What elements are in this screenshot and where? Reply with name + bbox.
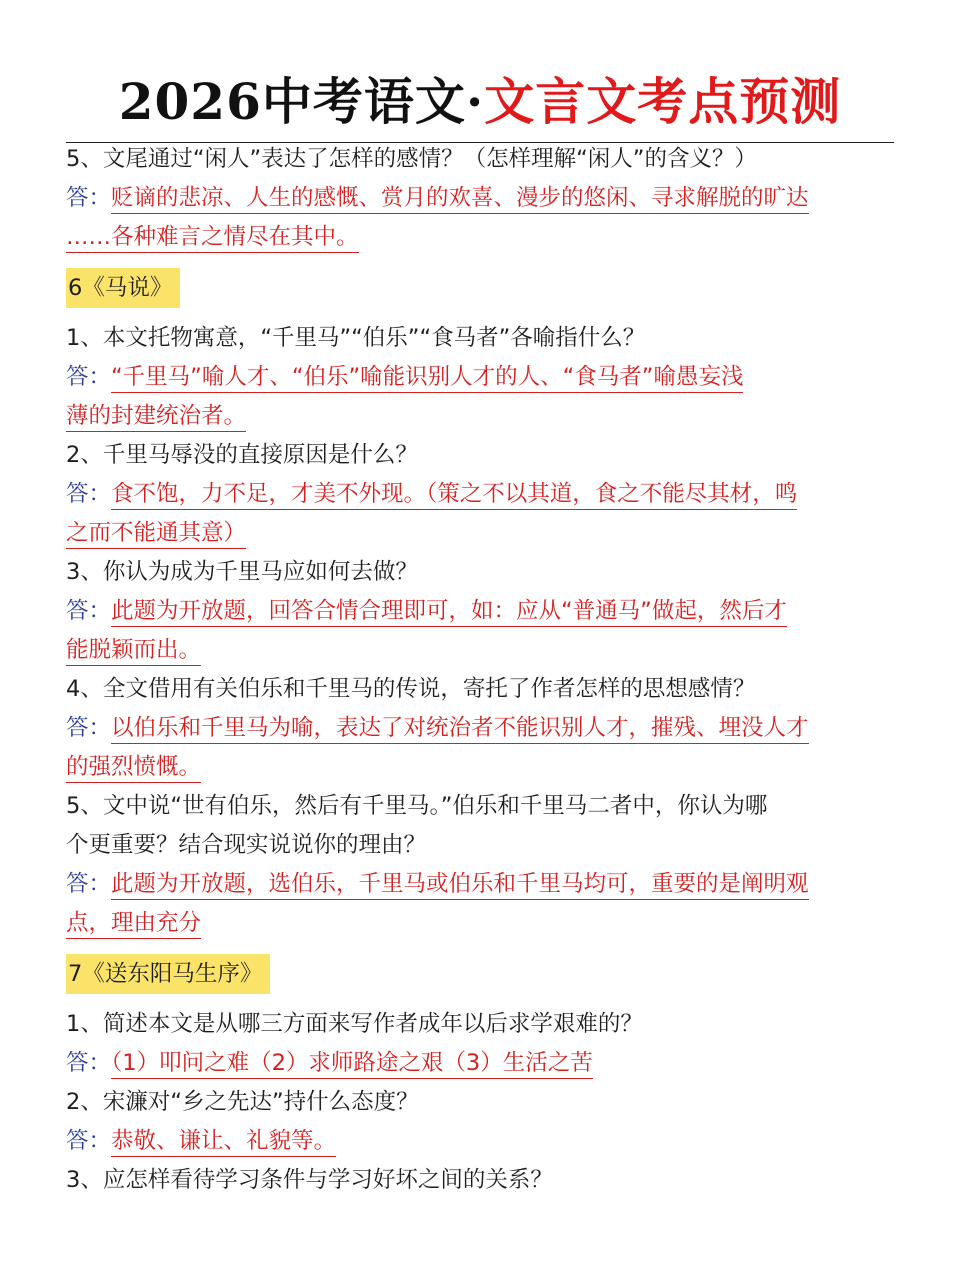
content-body [66, 140, 892, 1200]
answer-text: 恭敬、谦让、礼貌等。 [111, 1128, 336, 1157]
answer-line [66, 592, 892, 631]
answer-label: 答： [66, 1128, 112, 1154]
question-text: 2、千里马辱没的直接原因是什么？ [66, 442, 418, 468]
answer-text: 薄的封建统治者。 [66, 403, 246, 432]
question-text: 个更重要？结合现实说说你的理由？ [66, 832, 427, 858]
question-text: 5、文中说“世有伯乐，然后有千里马。”伯乐和千里马二者中，你认为哪 [66, 793, 768, 819]
section-heading-text: 6《马说》 [66, 268, 180, 308]
page-title [0, 62, 960, 142]
answer-text: 以伯乐和千里马为喻，表达了对统治者不能识别人才，摧残、埋没人才 [111, 715, 809, 744]
answer-label: 答： [66, 1050, 112, 1076]
answer-line [66, 1122, 892, 1161]
question-text: 3、你认为成为千里马应如何去做？ [66, 559, 418, 585]
answer-label: 答： [66, 364, 112, 390]
answer-text: ……各种难言之情尽在其中。 [66, 224, 359, 253]
answer-line [66, 1044, 892, 1083]
answer-label: 答： [66, 481, 112, 507]
answer-text: （1）叩问之难（2）求师路途之艰（3）生活之苦 [111, 1050, 593, 1079]
answer-text: 的强烈愤慨。 [66, 754, 201, 783]
answer-label: 答： [66, 871, 112, 897]
answer-text: 食不饱，力不足，才美不外现。（策之不以其道，食之不能尽其材，鸣 [111, 481, 797, 510]
answer-text: “千里马”喻人才、“伯乐”喻能识别人才的人、“食马者”喻愚妄浅 [111, 364, 743, 393]
answer-line [66, 748, 892, 787]
answer-line [66, 475, 892, 514]
question-text: 2、宋濂对“乡之先达”持什么态度？ [66, 1089, 419, 1115]
answer-line [66, 631, 892, 670]
answer-line [66, 514, 892, 553]
question-text: 4、全文借用有关伯乐和千里马的传说，寄托了作者怎样的思想感情？ [66, 676, 756, 702]
section-heading-ma-shuo [66, 268, 892, 308]
section-heading-song-dong-yang [66, 954, 892, 994]
title-red-part: 文言文考点预测 [484, 72, 842, 131]
answer-label: 答： [66, 185, 112, 211]
answer-line [66, 397, 892, 436]
answer-label: 答： [66, 598, 112, 624]
answer-text: 能脱颖而出。 [66, 637, 201, 666]
question-text: 3、应怎样看待学习条件与学习好坏之间的关系？ [66, 1167, 553, 1193]
question-text: 1、简述本文是从哪三方面来写作者成年以后求学艰难的？ [66, 1011, 643, 1037]
question-text: 1、本文托物寓意，“千里马”“伯乐”“食马者”各喻指什么？ [66, 325, 646, 351]
answer-text: 贬谪的悲凉、人生的感慨、赏月的欢喜、漫步的悠闲、寻求解脱的旷达 [111, 185, 809, 214]
answer-label: 答： [66, 715, 112, 741]
answer-line [66, 865, 892, 904]
question-text: 5、文尾通过“闲人”表达了怎样的感情？（怎样理解“闲人”的含义？） [66, 146, 757, 172]
answer-text: 点，理由充分 [66, 910, 201, 939]
answer-line [66, 904, 892, 943]
answer-line [66, 709, 892, 748]
answer-text: 此题为开放题，选伯乐，千里马或伯乐和千里马均可，重要的是阐明观 [111, 871, 809, 900]
answer-line [66, 358, 892, 397]
answer-line [66, 179, 892, 218]
section-heading-text: 7《送东阳马生序》 [66, 954, 270, 994]
answer-text: 之而不能通其意） [66, 520, 246, 549]
answer-line [66, 218, 892, 257]
title-black-part: 2026中考语文· [118, 72, 485, 131]
answer-text: 此题为开放题，回答合情合理即可，如：应从“普通马”做起，然后才 [111, 598, 787, 627]
